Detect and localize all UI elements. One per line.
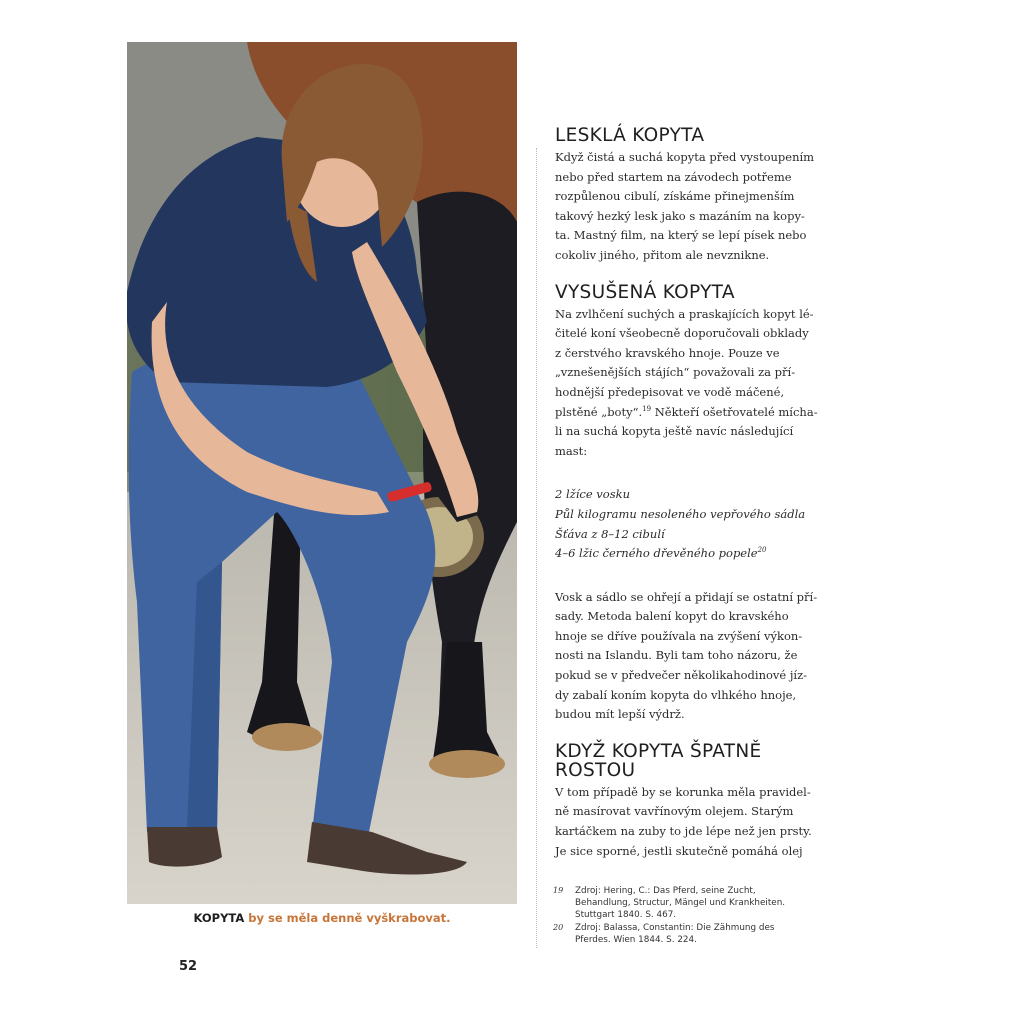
- section-body: [555, 783, 823, 861]
- recipe-item-text: 4–6 lžic černého dřevěného popele: [555, 546, 758, 561]
- section-body: [555, 305, 823, 462]
- text-line: Někteří ošetřovatelé mícha-: [651, 404, 818, 419]
- recipe-item: Šťáva z 8–12 cibulí: [555, 526, 665, 541]
- hoof-cleaning-photo: [127, 42, 517, 904]
- text-line: budou mít lepší výdrž.: [555, 707, 685, 722]
- text-line: nosti na Islandu. Byli tam toho názoru, že: [555, 648, 798, 663]
- text-line: hodnější předepisovat ve vodě máčené,: [555, 384, 785, 399]
- text-column: [555, 126, 823, 878]
- footnote: [553, 922, 833, 946]
- section-kdyz-kopyta-spatne-rostou: [555, 742, 823, 861]
- text-line: Vosk a sádlo se ohřejí a přidají se ostatní pří-: [555, 589, 818, 604]
- text-line: nebo před startem na závodech potřeme: [555, 169, 792, 184]
- heading-line: KDYŽ KOPYTA ŠPATNĚ: [555, 740, 762, 762]
- footnote-number: 20: [553, 923, 564, 932]
- footnote-line: Behandlung, Structur, Mängel und Krankheiten.: [575, 898, 786, 908]
- section-leskla-kopyta: [555, 126, 823, 266]
- footnote-line: Zdroj: Hering, C.: Das Pferd, seine Zucht,: [575, 886, 756, 896]
- text-line: V tom případě by se korunka měla pravidel-: [555, 784, 811, 799]
- footnote-ref: 19: [642, 404, 652, 413]
- heading-line: ROSTOU: [555, 759, 636, 781]
- text-line: rozpůlenou cibulí, získáme přinejmenším: [555, 189, 795, 204]
- recipe-item: 2 lžíce vosku: [555, 487, 630, 502]
- text-line: z čerstvého kravského hnoje. Pouze ve: [555, 345, 780, 360]
- section-heading: VYSUŠENÁ KOPYTA: [555, 281, 735, 303]
- text-line: Je sice sporné, jestli skutečně pomáhá olej: [555, 843, 803, 858]
- section-heading: [555, 742, 823, 780]
- text-line: sady. Metoda balení kopyt do kravského: [555, 609, 789, 624]
- text-line: kartáčkem na zuby to jde lépe než jen prsty.: [555, 824, 812, 839]
- text-line: Když čistá a suchá kopyta před vystoupením: [555, 150, 815, 164]
- footnote-text: [575, 885, 833, 921]
- text-line: plstěné „boty“.: [555, 404, 643, 419]
- section-heading: LESKLÁ KOPYTA: [555, 125, 705, 146]
- footnote: [553, 885, 833, 921]
- section-body: [555, 148, 823, 266]
- recipe-item-last: [555, 544, 823, 564]
- recipe-item: Půl kilogramu nesoleného vepřového sádla: [555, 506, 806, 521]
- footnote-line: Zdroj: Balassa, Constantin: Die Zähmung des: [575, 923, 775, 933]
- recipe-list: [555, 485, 823, 563]
- photo-caption: [127, 911, 517, 925]
- text-line: takový hezký lesk jako s mazáním na kopy-: [555, 208, 805, 223]
- footnote-line: Stuttgart 1840. S. 467.: [575, 910, 677, 920]
- section-body-continued: [555, 588, 823, 725]
- page-number: 52: [179, 959, 198, 974]
- caption-rest: by se měla denně vyškrabovat.: [244, 911, 451, 925]
- footnote-number: 19: [553, 886, 564, 895]
- text-line: ně masírovat vavřínovým olejem. Starým: [555, 804, 794, 819]
- column-divider: [536, 148, 537, 948]
- footnote-line: Pferdes. Wien 1844. S. 224.: [575, 935, 697, 945]
- text-line: ta. Mastný film, na který se lepí písek nebo: [555, 228, 807, 243]
- text-line: li na suchá kopyta ještě navíc následující: [555, 424, 794, 439]
- text-line: mast:: [555, 443, 588, 458]
- caption-lead: KOPYTA: [193, 911, 245, 925]
- text-line: Na zvlhčení suchých a praskajících kopyt lé-: [555, 306, 814, 321]
- text-line: cokoliv jiného, přitom ale nevznikne.: [555, 247, 770, 262]
- text-line: pokud se v předvečer několikahodinové jíz-: [555, 668, 808, 683]
- text-line: čitelé koní všeobecně doporučovali obklady: [555, 326, 809, 341]
- footnotes: [553, 885, 833, 947]
- text-line: hnoje se dříve používala na zvýšení výkon-: [555, 628, 803, 643]
- section-vysusena-kopyta: [555, 283, 823, 725]
- footnote-ref: 20: [757, 546, 767, 555]
- footnote-text: [575, 922, 833, 946]
- text-line: dy zabalí koním kopyta do vlhkého hnoje,: [555, 687, 797, 702]
- text-line: „vznešenějších stájích“ považovali za pří-: [555, 365, 796, 380]
